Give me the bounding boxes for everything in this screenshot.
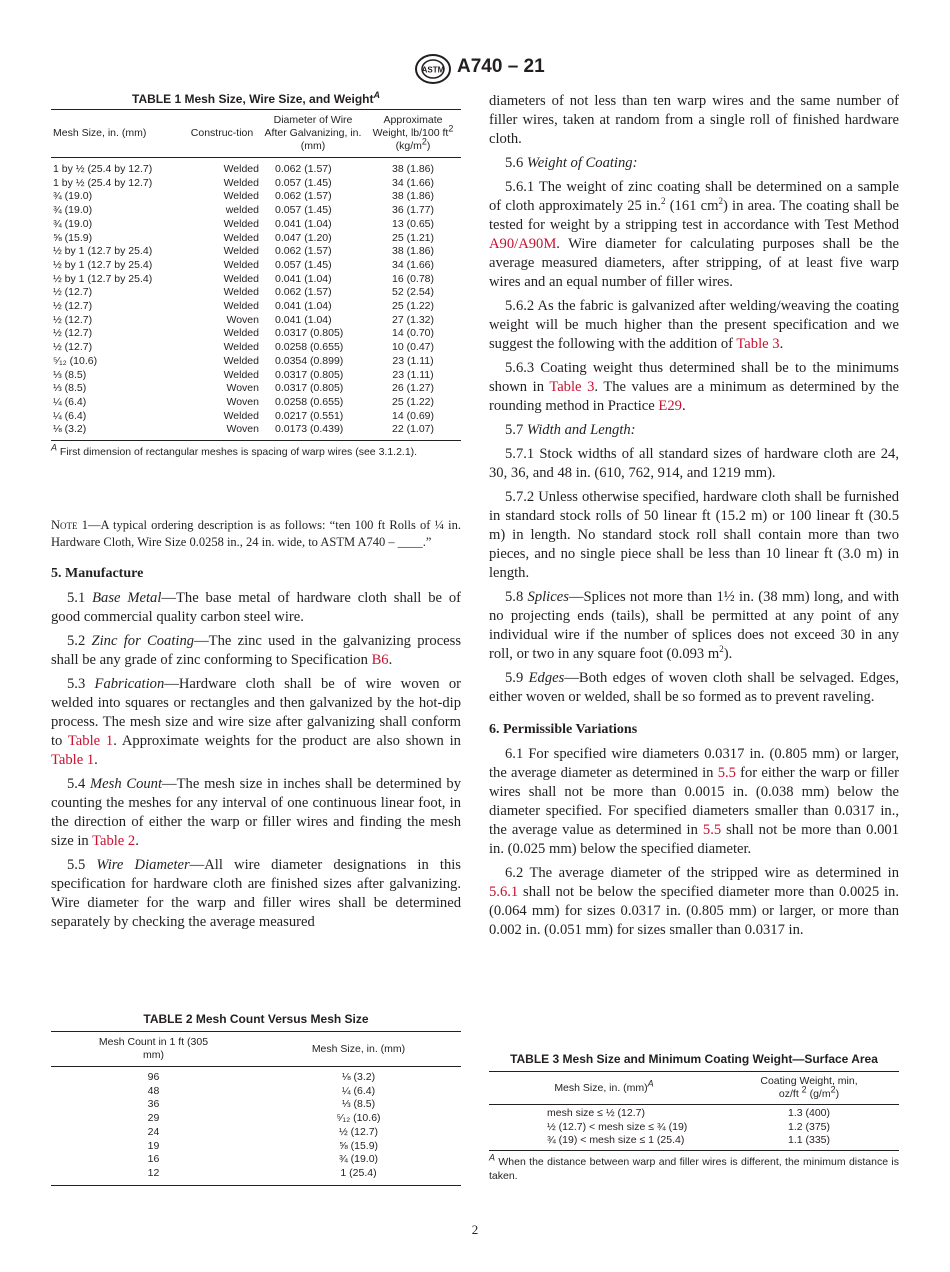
note-1: Note 1—A typical ordering description is as follows: “ten 100 ft Rolls of ¼ in. Hardware Cloth, Wire Size 0.0258 in., 24 in. wide, to ASTM A740 – ____.” xyxy=(51,518,461,550)
table-row xyxy=(51,218,461,232)
table1-header-diameter: Diameter of Wire After Galvanizing, in. (mm) xyxy=(261,110,365,158)
weight-cell: 10 (0.47) xyxy=(391,341,435,354)
table3-block xyxy=(489,1052,899,1183)
table-row xyxy=(51,1085,461,1099)
table3-header-row xyxy=(489,1072,899,1105)
table-row xyxy=(51,410,461,424)
diameter-cell: 0.0258 (0.655) xyxy=(275,341,344,354)
link-table3[interactable]: Table 3 xyxy=(549,379,595,395)
diameter-cell: 0.062 (1.57) xyxy=(275,190,332,203)
table-row xyxy=(51,177,461,191)
table-row xyxy=(51,1112,461,1126)
table-row xyxy=(51,396,461,410)
weight-cell: 16 (0.78) xyxy=(391,272,435,285)
table2-title: TABLE 2 Mesh Count Versus Mesh Size xyxy=(143,1012,369,1026)
page-header xyxy=(0,52,950,86)
construction-cell: Welded xyxy=(223,245,259,258)
table2-header-count: Mesh Count in 1 ft (305 mm) xyxy=(51,1032,256,1067)
table-row xyxy=(51,369,461,383)
coating-weight-cell: 1.3 (400) xyxy=(787,1107,831,1119)
table-row xyxy=(51,341,461,355)
table-row xyxy=(51,190,461,204)
table2-header-size: Mesh Size, in. (mm) xyxy=(256,1032,461,1067)
table-row xyxy=(51,423,461,440)
link-table1[interactable]: Table 1 xyxy=(67,733,114,750)
para-5-8: 5.8 Splices—Splices not more than 1½ in. (38 mm) long, and with no projecting ends (tails), shall be permitted at any point of any individual wire if the number of splices does not exceed 30 in any roll, or two in any square foot (0.093 $m^2$). xyxy=(489,589,900,662)
table2 xyxy=(51,1031,461,1186)
mesh-size-cell: ½ (12.7) xyxy=(53,300,93,313)
mesh-size-cell: ½ by 1 (12.7 by 25.4) xyxy=(53,245,153,258)
construction-cell: Welded xyxy=(223,354,259,367)
table-row xyxy=(51,300,461,314)
section-5-heading: 5. Manufacture xyxy=(51,566,144,582)
diameter-cell: 0.0317 (0.805) xyxy=(275,368,344,381)
construction-cell: Woven xyxy=(226,313,259,326)
mesh-size-cell: ½ (12.7) xyxy=(53,341,93,354)
construction-cell: Welded xyxy=(223,217,259,230)
mesh-size-cell: ¾ (19.0) xyxy=(53,190,93,203)
diameter-cell: 0.047 (1.20) xyxy=(275,231,332,244)
mesh-size-cell: ½ (12.7) xyxy=(53,327,93,340)
table3-header-coating: Coating Weight, min, oz/ft $^2$ $(g/m^2)$ xyxy=(719,1072,899,1105)
mesh-count-cell: 24 xyxy=(147,1125,160,1138)
diameter-cell: 0.041 (1.04) xyxy=(275,217,332,230)
table-row xyxy=(51,245,461,259)
table-row xyxy=(51,1067,461,1085)
diameter-cell: 0.062 (1.57) xyxy=(275,163,332,175)
table-row xyxy=(51,1098,461,1112)
weight-cell: 22 (1.07) xyxy=(391,423,435,436)
weight-cell: 14 (0.69) xyxy=(391,409,435,422)
mesh-count-cell: 96 xyxy=(147,1071,160,1083)
table2-block xyxy=(51,1012,461,1186)
diameter-cell: 0.0317 (0.805) xyxy=(275,327,344,340)
weight-cell: 34 (1.66) xyxy=(391,258,435,271)
construction-cell: Welded xyxy=(223,368,259,381)
diameter-cell: 0.0354 (0.899) xyxy=(275,354,344,367)
mesh-count-cell: 48 xyxy=(147,1084,160,1097)
table-row xyxy=(51,273,461,287)
mesh-size-cell: ½ (12.7) xyxy=(53,313,93,326)
construction-cell: welded xyxy=(225,204,259,217)
coating-weight-cell: 1.1 (335) xyxy=(787,1134,831,1146)
diameter-cell: 0.041 (1.04) xyxy=(275,300,332,313)
para-5-9: 5.9 Edges—Both edges of woven cloth shall be selvaged. Edges, either woven or welded, shall be so formed as to prevent raveling. xyxy=(489,670,899,705)
table-row xyxy=(51,286,461,300)
table-row xyxy=(489,1134,899,1150)
weight-cell: 25 (1.22) xyxy=(391,300,435,313)
para-5-3: 5.3 Fabrication—Hardware cloth shall be of wire woven or welded into squares or rectangles and then galvanized by the hot-dip process. The mesh size and wire size after galvanizing shall conform to Table 1. Approximate weights for the product are also shown in Table 1. xyxy=(51,676,461,769)
mesh-size-cell: ⅝ (15.9) xyxy=(338,1139,379,1152)
coating-weight-cell: 1.2 (375) xyxy=(787,1120,831,1133)
table-row xyxy=(51,382,461,396)
mesh-size-cell: ⅓ (8.5) xyxy=(53,368,87,381)
table-row xyxy=(51,1126,461,1140)
construction-cell: Welded xyxy=(223,163,259,175)
svg-text:ASTM: ASTM xyxy=(421,65,445,75)
diameter-cell: 0.057 (1.45) xyxy=(275,258,332,271)
diameter-cell: 0.0217 (0.551) xyxy=(275,409,344,422)
mesh-size-cell: ⁵⁄₁₂ (10.6) xyxy=(53,354,98,367)
link-5-6-1[interactable]: 5.6.1 xyxy=(489,884,519,900)
table1 xyxy=(51,109,461,441)
weight-cell: 25 (1.21) xyxy=(391,231,435,244)
table2-header-row xyxy=(51,1032,461,1067)
para-5-2: 5.2 Zinc for Coating—The zinc used in the galvanizing process shall be any grade of zinc conforming to Specification B6. xyxy=(51,633,462,669)
construction-cell: Welded xyxy=(223,286,259,299)
mesh-size-cell: ⅝ (15.9) xyxy=(53,231,93,244)
table-row xyxy=(489,1121,899,1135)
mesh-size-cell: ¾ (19.0) xyxy=(53,204,93,217)
mesh-size-cell: ¾ (19.0) xyxy=(53,217,93,230)
construction-cell: Woven xyxy=(226,423,259,436)
section-6-heading: 6. Permissible Variations xyxy=(489,722,638,737)
para-5-5: 5.5 Wire Diameter—All wire diameter designations in this specification for hardware cloth are finished sizes after galvanizing. Wire diameter for the warp and filler wires shall be determined separately by checking the average measured xyxy=(51,857,461,931)
diameter-cell: 0.0173 (0.439) xyxy=(275,423,344,436)
table3-title: TABLE 3 Mesh Size and Minimum Coating Weight—Surface Area xyxy=(510,1052,878,1066)
weight-cell: 36 (1.77) xyxy=(391,204,435,217)
mesh-count-cell: 29 xyxy=(147,1112,160,1125)
mesh-size-cell: ½ by 1 (12.7 by 25.4) xyxy=(53,272,153,285)
table1-title: TABLE 1 Mesh Size, Wire Size, and Weight$^A$ xyxy=(132,90,380,106)
left-column xyxy=(51,92,461,932)
mesh-size-cell: 1 (25.4) xyxy=(340,1166,377,1179)
mesh-size-cell: ⅓ (8.5) xyxy=(341,1098,376,1111)
diameter-cell: 0.0258 (0.655) xyxy=(275,395,344,408)
para-5-6-2: 5.6.2 As the fabric is galvanized after welding/weaving the coating weight will be much higher than the present specification and we suggest the following with the addition of Table 3. xyxy=(489,298,899,352)
table1-header-row xyxy=(51,110,461,158)
mesh-size-cell: ½ by 1 (12.7 by 25.4) xyxy=(53,258,153,271)
mesh-size-cell: mesh size ≤ ½ (12.7) xyxy=(547,1107,645,1119)
link-b6[interactable]: B6 xyxy=(371,652,389,669)
construction-cell: Welded xyxy=(223,341,259,354)
mesh-size-cell: ¼ (6.4) xyxy=(53,395,87,408)
weight-cell: 38 (1.86) xyxy=(391,163,435,175)
mesh-size-cell: ⅛ (3.2) xyxy=(53,423,87,436)
table3-header-mesh: Mesh Size, in. (mm)$^A$ xyxy=(489,1072,719,1105)
mesh-size-cell: ⅛ (3.2) xyxy=(341,1071,376,1083)
construction-cell: Welded xyxy=(223,327,259,340)
mesh-size-cell: ½ (12.7) xyxy=(338,1125,379,1138)
construction-cell: Welded xyxy=(223,272,259,285)
mesh-count-cell: 36 xyxy=(147,1098,160,1111)
mesh-size-cell: ⁵⁄₁₂ (10.6) xyxy=(336,1112,381,1125)
table1-header-mesh: Mesh Size, in. (mm) xyxy=(51,110,183,158)
table3-footnote: $^A$ When the distance between warp and filler wires is different, the minimum distance is taken. xyxy=(489,1152,899,1182)
document-id: A740 – 21 xyxy=(457,56,545,77)
construction-cell: Welded xyxy=(223,300,259,313)
weight-cell: 38 (1.86) xyxy=(391,190,435,203)
construction-cell: Welded xyxy=(223,176,259,189)
para-5-6-3: 5.6.3 Coating weight thus determined shall be to the minimums shown in Table 3. The values are a minimum as determined by the rounding method in Practice E29. xyxy=(489,360,899,414)
para-5-5-continued: diameters of not less than ten warp wires and the same number of filler wires, taken at random from a single roll of finished hardware cloth. xyxy=(489,93,899,147)
weight-cell: 25 (1.22) xyxy=(391,395,435,408)
table-row xyxy=(51,327,461,341)
weight-cell: 13 (0.65) xyxy=(391,217,435,230)
para-5-7-2: 5.7.2 Unless otherwise specified, hardware cloth shall be furnished in standard stock rolls of 50 linear ft (15.2 m) or 100 linear ft (30.5 m) in length. No standard stock roll shall contain more than two pieces, and no single piece shall be less than 10 linear ft (3.0 m) in length. xyxy=(489,489,899,581)
para-6-2: 6.2 The average diameter of the stripped wire as determined in 5.6.1 shall not be below the specified diameter more than 0.0025 in. (0.064 mm) for sizes 0.0317 in. (0.805 mm) or larger, or more than 0.002 in. (0.051 mm) for sizes smaller than 0.0317 in. xyxy=(489,865,899,938)
weight-cell: 27 (1.32) xyxy=(391,313,435,326)
link-table2[interactable]: Table 2 xyxy=(92,833,136,850)
table-row xyxy=(51,259,461,273)
construction-cell: Woven xyxy=(226,382,259,395)
table-row xyxy=(51,314,461,328)
table1-header-weight: Approximate Weight, lb/100 $ft^2$ $(kg/m^2)$ xyxy=(365,110,461,158)
weight-cell: 14 (0.70) xyxy=(391,327,435,340)
construction-cell: Welded xyxy=(223,231,259,244)
table-row xyxy=(51,204,461,218)
right-column xyxy=(489,92,899,940)
table-row xyxy=(51,158,461,177)
mesh-size-cell: ¾ (19.0) xyxy=(338,1153,379,1166)
mesh-size-cell: 1 by ½ (25.4 by 12.7) xyxy=(53,163,153,175)
para-5-6-1: 5.6.1 The weight of zinc coating shall be determined on a sample of cloth approximately 25 in.$^2$ (161 $cm^2$) in area. The coating shall be tested for weight by a stripping test in accordance with Test Method A90/A90M. Wire diameter for calculating purposes shall be the average measured diameters, after stripping, of at least five warp wires and an equal number of filler wires. xyxy=(489,179,899,290)
mesh-size-cell: ½ (12.7) < mesh size ≤ ¾ (19) xyxy=(547,1120,688,1133)
table3 xyxy=(489,1071,899,1151)
mesh-size-cell: ½ (12.7) xyxy=(53,286,93,299)
construction-cell: Welded xyxy=(223,258,259,271)
table1-footnote: $^A$ First dimension of rectangular meshes is spacing of warp wires (see 3.1.2.1). xyxy=(51,442,418,459)
diameter-cell: 0.041 (1.04) xyxy=(275,313,332,326)
para-5-4: 5.4 Mesh Count—The mesh size in inches shall be determined by counting the meshes for any interval of one continuous linear foot, in the direction of either the warp or filler wires and finding the mesh size in Table 2. xyxy=(51,776,461,850)
weight-cell: 23 (1.11) xyxy=(392,368,434,381)
table-row xyxy=(51,1153,461,1167)
para-5-6: 5.6 Weight of Coating: xyxy=(505,155,638,171)
table-row xyxy=(51,1167,461,1185)
mesh-size-cell: ¼ (6.4) xyxy=(53,409,87,422)
mesh-size-cell: ¾ (19) < mesh size ≤ 1 (25.4) xyxy=(547,1134,685,1146)
para-5-7: 5.7 Width and Length: xyxy=(505,422,636,438)
diameter-cell: 0.062 (1.57) xyxy=(275,286,332,299)
link-e29[interactable]: E29 xyxy=(658,398,682,414)
link-5-5[interactable]: 5.5 xyxy=(702,822,722,838)
weight-cell: 26 (1.27) xyxy=(391,382,435,395)
construction-cell: Woven xyxy=(226,395,259,408)
para-6-1: 6.1 For specified wire diameters 0.0317 in. (0.805 mm) or larger, the average diameter as determined in 5.5 for either the warp or filler wires shall not be more than 0.0015 in. (0.038 mm) below the diameter specified. For specified diameters smaller than 0.0317 in., the average value as determined in 5.5 shall not be more than 0.001 in. (0.025 mm) below the specified diameter. xyxy=(489,746,900,857)
weight-cell: 23 (1.11) xyxy=(392,354,434,367)
link-a90[interactable]: A90/A90M xyxy=(489,236,557,252)
diameter-cell: 0.057 (1.45) xyxy=(275,204,332,217)
table-row xyxy=(51,355,461,369)
weight-cell: 34 (1.66) xyxy=(391,176,435,189)
table-row xyxy=(51,1140,461,1154)
mesh-count-cell: 19 xyxy=(147,1139,160,1152)
weight-cell: 52 (2.54) xyxy=(391,286,435,299)
table1-header-construction: Construc-tion xyxy=(183,110,261,158)
mesh-size-cell: ¼ (6.4) xyxy=(341,1084,376,1097)
para-5-7-1: 5.7.1 Stock widths of all standard sizes of hardware cloth are 24, 30, 36, and 48 in. (610, 762, 914, and 1219 mm). xyxy=(489,446,899,481)
link-5-5[interactable]: 5.5 xyxy=(717,765,736,781)
mesh-size-cell: 1 by ½ (25.4 by 12.7) xyxy=(53,176,153,189)
diameter-cell: 0.062 (1.57) xyxy=(275,245,332,258)
table-row xyxy=(489,1105,899,1121)
weight-cell: 38 (1.86) xyxy=(391,245,435,258)
mesh-size-cell: ⅓ (8.5) xyxy=(53,382,87,395)
mesh-count-cell: 16 xyxy=(147,1153,160,1166)
link-table1[interactable]: Table 1 xyxy=(51,752,95,769)
diameter-cell: 0.057 (1.45) xyxy=(275,176,332,189)
astm-logo xyxy=(414,53,452,85)
link-table3[interactable]: Table 3 xyxy=(736,336,780,352)
construction-cell: Welded xyxy=(223,190,259,203)
diameter-cell: 0.0317 (0.805) xyxy=(275,382,344,395)
mesh-count-cell: 12 xyxy=(147,1166,160,1179)
table-row xyxy=(51,232,461,246)
diameter-cell: 0.041 (1.04) xyxy=(275,272,332,285)
construction-cell: Welded xyxy=(223,409,259,422)
page-number: 2 xyxy=(471,1222,479,1237)
para-5-1: 5.1 Base Metal—The base metal of hardware cloth shall be of good commercial quality carbon steel wire. xyxy=(51,590,462,626)
